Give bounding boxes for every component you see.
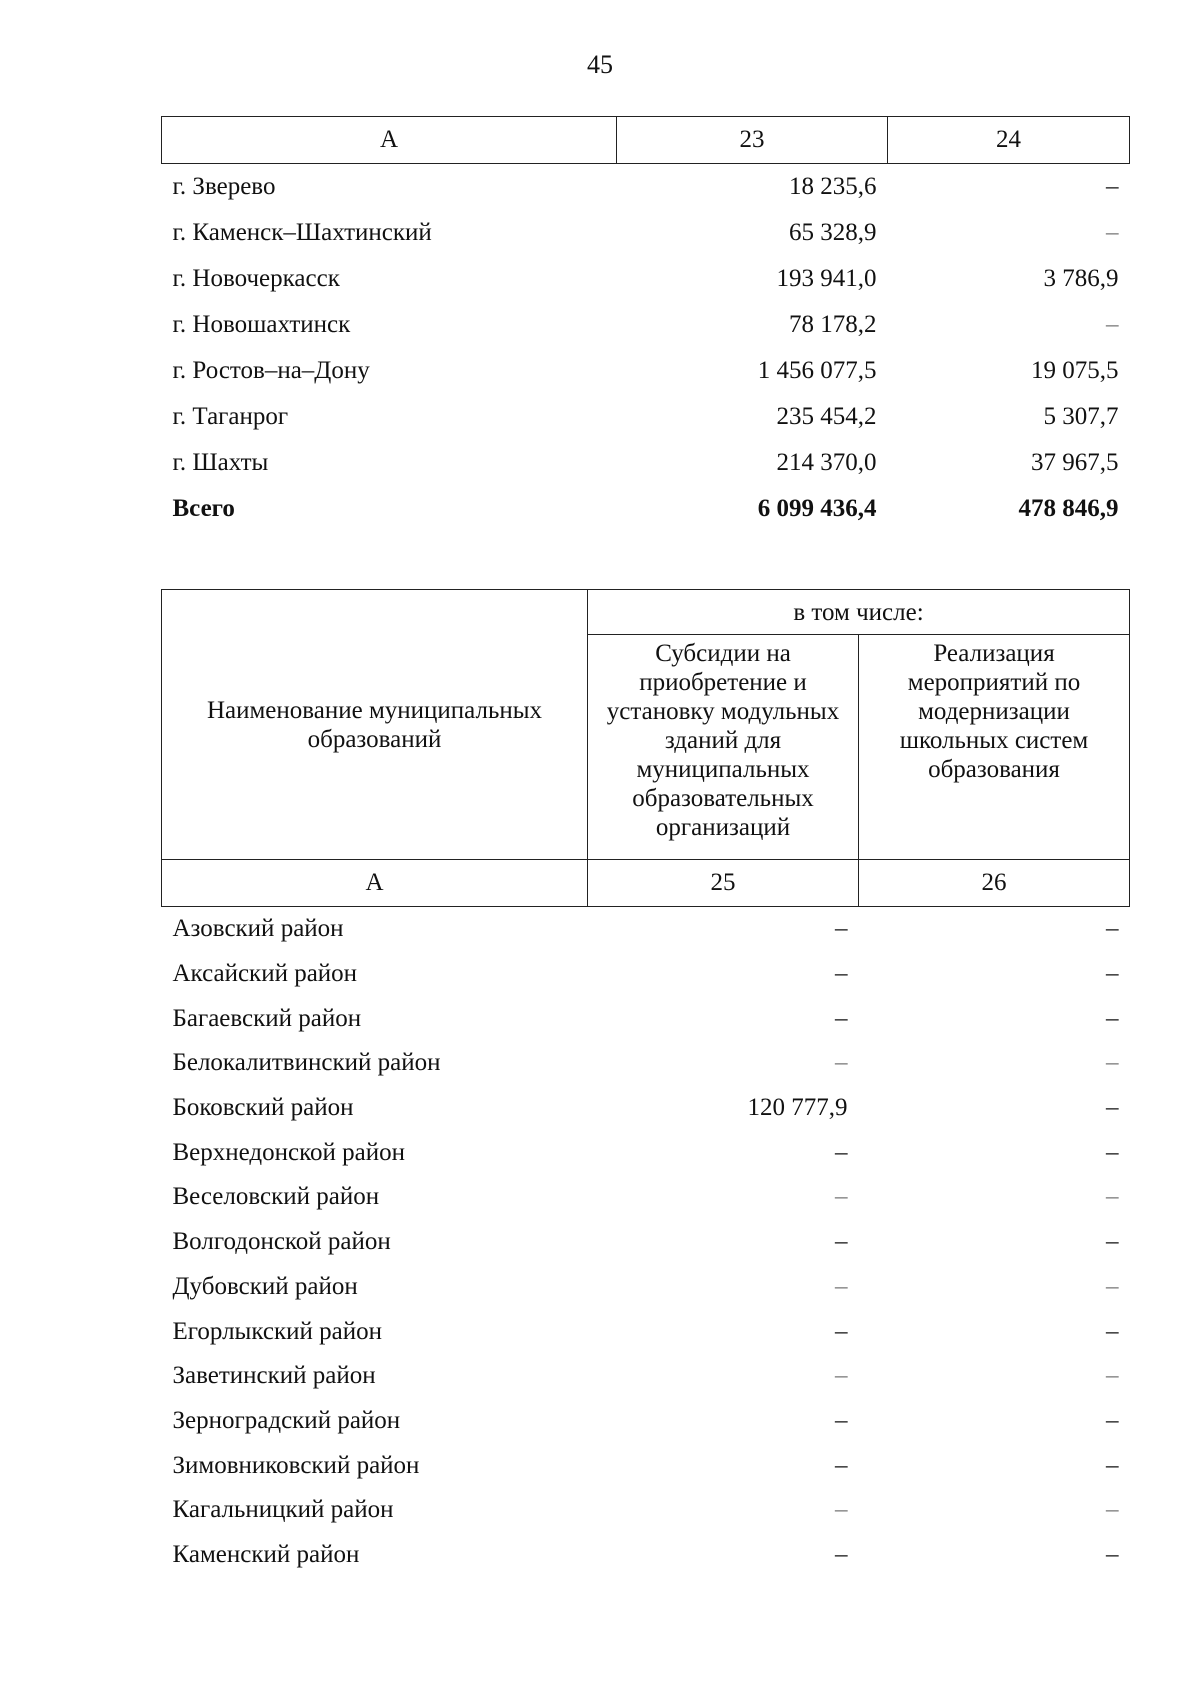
header-col-26: Реализация мероприятий по модернизации школьных систем образования [859, 635, 1130, 860]
table-row [162, 394, 1130, 440]
table-header-row [162, 117, 1130, 164]
table-row [162, 1265, 1130, 1310]
row-name: Зерноградский район [172, 1406, 401, 1434]
row-value-26: – [1106, 1540, 1119, 1568]
row-name: Верхнедонской район [172, 1138, 405, 1166]
row-value-25: 120 777,9 [747, 1094, 848, 1122]
row-value-25: – [835, 1183, 848, 1211]
table-row [162, 1086, 1130, 1131]
row-value-25: – [835, 1049, 848, 1077]
table-row [162, 256, 1130, 302]
row-name: г. Новошахтинск [172, 311, 351, 338]
row-value-26: – [1106, 1451, 1119, 1479]
index-col-a: А [162, 860, 588, 907]
row-value-25: – [835, 1406, 848, 1434]
total-value-24: 478 846,9 [1018, 495, 1119, 522]
table-row [162, 1220, 1130, 1265]
row-value-25: – [835, 1540, 848, 1568]
row-name: Каменский район [172, 1540, 360, 1568]
table-header-row [162, 590, 1130, 635]
row-value-24: 37 967,5 [1031, 449, 1119, 476]
row-name: Боковский район [172, 1094, 354, 1122]
header-group: в том числе: [588, 590, 1130, 635]
row-value-23: 65 328,9 [789, 219, 877, 246]
table-cities [161, 116, 1130, 532]
row-name: г. Новочеркасск [172, 265, 340, 292]
row-value-23: 18 235,6 [789, 173, 877, 200]
row-name: Азовский район [172, 915, 344, 943]
table-row [162, 907, 1130, 952]
table-row [162, 1354, 1130, 1399]
row-value-26: – [1106, 1228, 1119, 1256]
row-value-26: – [1106, 1004, 1119, 1032]
table-districts [161, 589, 1130, 1577]
row-value-25: – [835, 1362, 848, 1390]
row-value-25: – [835, 915, 848, 943]
table-row [162, 1130, 1130, 1175]
row-value-25: – [835, 1004, 848, 1032]
row-value-23: 214 370,0 [776, 449, 877, 476]
table-row [162, 164, 1130, 211]
row-value-26: – [1106, 1272, 1119, 1300]
index-col-25: 25 [588, 860, 859, 907]
row-value-23: 78 178,2 [789, 311, 877, 338]
row-value-26: – [1106, 960, 1119, 988]
row-name: г. Ростов–на–Дону [172, 357, 370, 384]
row-value-26: – [1106, 1138, 1119, 1166]
row-name: Заветинский район [172, 1362, 376, 1390]
row-value-24: – [1106, 173, 1119, 200]
header-col-a: А [162, 117, 617, 164]
table-index-row [162, 860, 1130, 907]
row-name: Волгодонской район [172, 1228, 391, 1256]
table-row [162, 302, 1130, 348]
row-value-25: – [835, 1451, 848, 1479]
row-name: г. Зверево [172, 173, 276, 200]
header-col-23: 23 [617, 117, 888, 164]
total-label: Всего [172, 495, 235, 522]
table-row [162, 348, 1130, 394]
row-value-24: 19 075,5 [1031, 357, 1119, 384]
table-row [162, 1309, 1130, 1354]
row-value-26: – [1106, 1406, 1119, 1434]
row-name: г. Шахты [172, 449, 269, 476]
row-name: г. Каменск–Шахтинский [172, 219, 432, 246]
row-value-25: – [835, 1496, 848, 1524]
row-value-23: 235 454,2 [776, 403, 877, 430]
table-row [162, 952, 1130, 997]
header-col-25: Субсидии на приобретение и установку модульных зданий для муниципальных образовательных организаций [588, 635, 859, 860]
row-name: Зимовниковский район [172, 1451, 420, 1479]
row-value-26: – [1106, 1317, 1119, 1345]
row-value-24: – [1106, 219, 1119, 246]
row-name: Багаевский район [172, 1004, 362, 1032]
table-row [162, 1488, 1130, 1533]
row-name: Дубовский район [172, 1272, 358, 1300]
row-value-23: 193 941,0 [776, 265, 877, 292]
table-row [162, 1533, 1130, 1578]
row-value-26: – [1106, 1094, 1119, 1122]
row-value-24: 5 307,7 [1043, 403, 1119, 430]
row-value-24: 3 786,9 [1043, 265, 1119, 292]
row-value-25: – [835, 1272, 848, 1300]
row-name: Аксайский район [172, 960, 358, 988]
row-value-25: – [835, 1138, 848, 1166]
row-name: г. Таганрог [172, 403, 289, 430]
total-value-23: 6 099 436,4 [757, 495, 877, 522]
page-number: 45 [587, 50, 613, 79]
row-value-26: – [1106, 915, 1119, 943]
row-value-26: – [1106, 1049, 1119, 1077]
index-col-26: 26 [859, 860, 1130, 907]
row-name: Веселовский район [172, 1183, 380, 1211]
row-value-23: 1 456 077,5 [757, 357, 877, 384]
header-name-col: Наименование муниципальных образований [162, 590, 588, 860]
table-row [162, 440, 1130, 486]
row-value-26: – [1106, 1496, 1119, 1524]
table-row [162, 1175, 1130, 1220]
row-name: Егорлыкский район [172, 1317, 382, 1345]
row-value-25: – [835, 1317, 848, 1345]
table-row [162, 996, 1130, 1041]
row-value-26: – [1106, 1183, 1119, 1211]
row-value-26: – [1106, 1362, 1119, 1390]
total-row [162, 486, 1130, 532]
header-col-24: 24 [888, 117, 1130, 164]
table-row [162, 1443, 1130, 1488]
row-value-25: – [835, 1228, 848, 1256]
row-value-24: – [1106, 311, 1119, 338]
row-name: Белокалитвинский район [172, 1049, 441, 1077]
table-row [162, 1399, 1130, 1444]
row-name: Кагальницкий район [172, 1496, 394, 1524]
table-row [162, 210, 1130, 256]
row-value-25: – [835, 960, 848, 988]
table-row [162, 1041, 1130, 1086]
